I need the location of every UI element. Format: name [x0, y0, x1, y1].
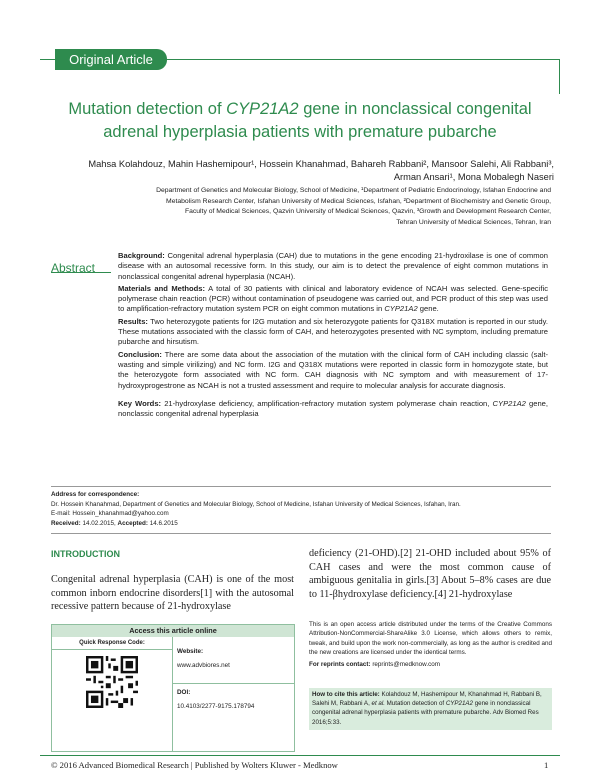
keywords-text: 21-hydroxylase deficiency, amplification-refractory mutation system polymerase chain reaction,: [161, 398, 493, 408]
authors-line-2: Arman Ansari¹, Mona Mobalegh Naseri: [393, 172, 554, 182]
corr-heading: Address for correspondence:: [51, 491, 140, 498]
title-text-2: gene in nonclassical congenital adrenal hyperplasia patients with premature pubarche: [103, 100, 532, 141]
cite-title-end: gene in nonclassical congenital adrenal hyperplasia patients with premature pubarche. Adv Biomed Res 2016;5:33.: [312, 700, 539, 726]
affiliations: [40, 186, 551, 228]
email-link[interactable]: Hossein_khanahmad@yahoo.com: [72, 510, 169, 518]
accepted-label: Accepted:: [117, 519, 150, 527]
methods-gene: CYP21A2: [384, 304, 418, 314]
author-list: [40, 158, 554, 184]
cite-gene: CYP21A2: [445, 700, 474, 708]
website-label: Website:: [177, 648, 204, 655]
background-text: Congenital adrenal hyperplasia (CAH) due to mutations in the gene encoding 21-hydroxilase is one of common disease with an autosomal recessive form. In this study, our aim is to detect the prevalence of eight common mutations in nonclassical congenital adrenal hyperplasia (NCAH).: [118, 251, 548, 281]
doi-label: DOI:: [177, 689, 191, 696]
abstract-conclusion: [118, 350, 548, 391]
received-date: 14.02.2015: [82, 519, 115, 527]
corr-email-line: [51, 509, 561, 519]
cite-title-start: Mutation detection of: [384, 700, 446, 708]
affiliation-line: Department of Genetics and Molecular Biology, School of Medicine, ¹Department of Pediatric Endocrinology, Isfahan Endocrine and: [156, 187, 551, 194]
corr-address: Dr. Hossein Khanahmad, Department of Genetics and Molecular Biology, School of Medicine, Isfahan University of Medical Sciences, Isfahan, Iran.: [51, 500, 461, 508]
article-type-badge: Original Article: [55, 49, 167, 70]
abstract-label: Abstract: [51, 261, 96, 275]
accepted-date: 14.6.2015: [149, 519, 178, 527]
article-title: [40, 98, 560, 144]
correspondence: [51, 490, 561, 528]
affiliation-line: Faculty of Medical Sciences, Qazvin University of Medical Sciences, Qazvin, ³Growth and Development Research Center,: [184, 208, 551, 215]
keywords-gene: CYP21A2: [492, 398, 526, 408]
access-article-box: [51, 624, 295, 752]
title-gene: CYP21A2: [226, 100, 299, 118]
website-link[interactable]: www.advbiores.net: [177, 662, 230, 669]
reprints-line: [309, 660, 552, 669]
license-text: This is an open access article distributed under the terms of the Creative Commons Attribution-NonCommercial-ShareAlike 3.0 License, which allows others to remix, tweak, and build upon the work non-commercially, as long as the author is credited and the new creations are licensed under the identical terms.: [309, 621, 552, 656]
right-border: [559, 59, 560, 94]
cite-label: How to cite this article:: [312, 691, 380, 698]
abstract-keywords: [118, 399, 548, 420]
affiliation-line: Tehran University of Medical Sciences, Tehran, Iran: [396, 218, 551, 226]
page-number: 1: [544, 760, 549, 770]
abstract-methods: [118, 284, 548, 315]
intro-paragraph-col1: Congenital adrenal hyperplasia (CAH) is one of the most common inborn endocrine disorders[1] with the autosomal recessive pattern because of 21-hydroxylase: [51, 574, 294, 612]
corr-dates: Received: 14.02.2015, Accepted: 14.6.2015: [51, 519, 178, 527]
conclusion-text: There are some data about the association of the mutation with the clinical form of CAH including classic (salt-wasting and simple virilizing) and NC form. I2G and Q318X mutations were reported in classic form in homozygote state, but the heterozygote form associated with NC form. CAH diagnosis with NC symptom and with measurement of 17-hydroxyprogestrone as NCAH is not a trusted assessment and require to molecular analysis for accurate diagnosis.: [118, 349, 548, 390]
title-text-1: Mutation detection of: [68, 100, 227, 118]
license-note: [309, 620, 552, 669]
intro-paragraph-col2: deficiency (21-OHD).[2] 21-OHD included about 95% of CAH cases and were the most common cause of ambiguous genitalia in girls.[3] About 5–8% cases are due to 11-βhydroxylase deficiency.[4] 21-hydroxylase: [309, 548, 551, 600]
corr-rule-bottom: [51, 533, 551, 534]
received-label: Received:: [51, 519, 83, 527]
affiliation-line: Metabolism Research Center, Isfahan University of Medical Sciences, Isfahan, ²Department of Biochemistry and Genetic Group,: [166, 197, 551, 205]
reprints-label: For reprints contact:: [309, 661, 373, 669]
background-label: Background:: [118, 251, 165, 260]
cite-etal: et al.: [371, 700, 385, 708]
methods-text-end: gene.: [417, 304, 439, 314]
abstract-results: [118, 317, 548, 348]
access-heading: Access this article online: [52, 625, 294, 637]
citation-box: [309, 688, 552, 730]
conclusion-label: Conclusion:: [118, 349, 162, 359]
methods-label: Materials and Methods:: [118, 283, 206, 293]
reprints-email[interactable]: reprints@medknow.com: [372, 661, 440, 669]
cite-authors: Kolahdouz M, Hashemipour M, Khanahmad H, Rabbani B, Salehi M, Rabbani A,: [312, 691, 542, 708]
keywords-text-end: gene, nonclassic congenital adrenal hyperplasia: [118, 398, 549, 419]
results-label: Results:: [118, 316, 148, 326]
qr-label: Quick Response Code:: [52, 638, 172, 650]
citation-text: [309, 690, 552, 727]
doi-divider: [173, 683, 294, 684]
abstract-body: [118, 251, 548, 421]
results-text: Two heterozygote patients for I2G mutation and six heterozygote patients for Q318X mutation is reported in our study. These mutations associated with the classic form of CAH, and heterozygotes presented with NC symptom, including premature pubarche and hirsutism.: [118, 316, 548, 347]
section-heading-introduction: INTRODUCTION: [51, 549, 120, 559]
qr-code-icon[interactable]: [86, 656, 138, 708]
corr-rule: [51, 486, 551, 487]
access-divider: [172, 637, 173, 751]
keywords-label: Key Words:: [118, 398, 162, 408]
methods-text: A total of 30 patients with clinical and laboratory evidence of NCAH was selected. Gene-specific polymerase chain reaction (PCR) without contamination of pseudogene was carried out, and PCR product of this step was used to amplification-refractory mutation system PCR on eight common mutations in: [118, 283, 548, 314]
abstract-background: [118, 251, 548, 282]
footer-rule: [40, 755, 560, 756]
doi-value[interactable]: 10.4103/2277-9175.178794: [177, 703, 255, 710]
authors-line-1: Mahsa Kolahdouz, Mahin Hashemipour¹, Hossein Khanahmad, Bahareh Rabbani², Mansoor Salehi, Ali Rabbani³,: [88, 159, 554, 169]
email-label: E-mail:: [51, 510, 73, 518]
footer-copyright: © 2016 Advanced Biomedical Research | Published by Wolters Kluwer - Medknow: [51, 760, 338, 770]
